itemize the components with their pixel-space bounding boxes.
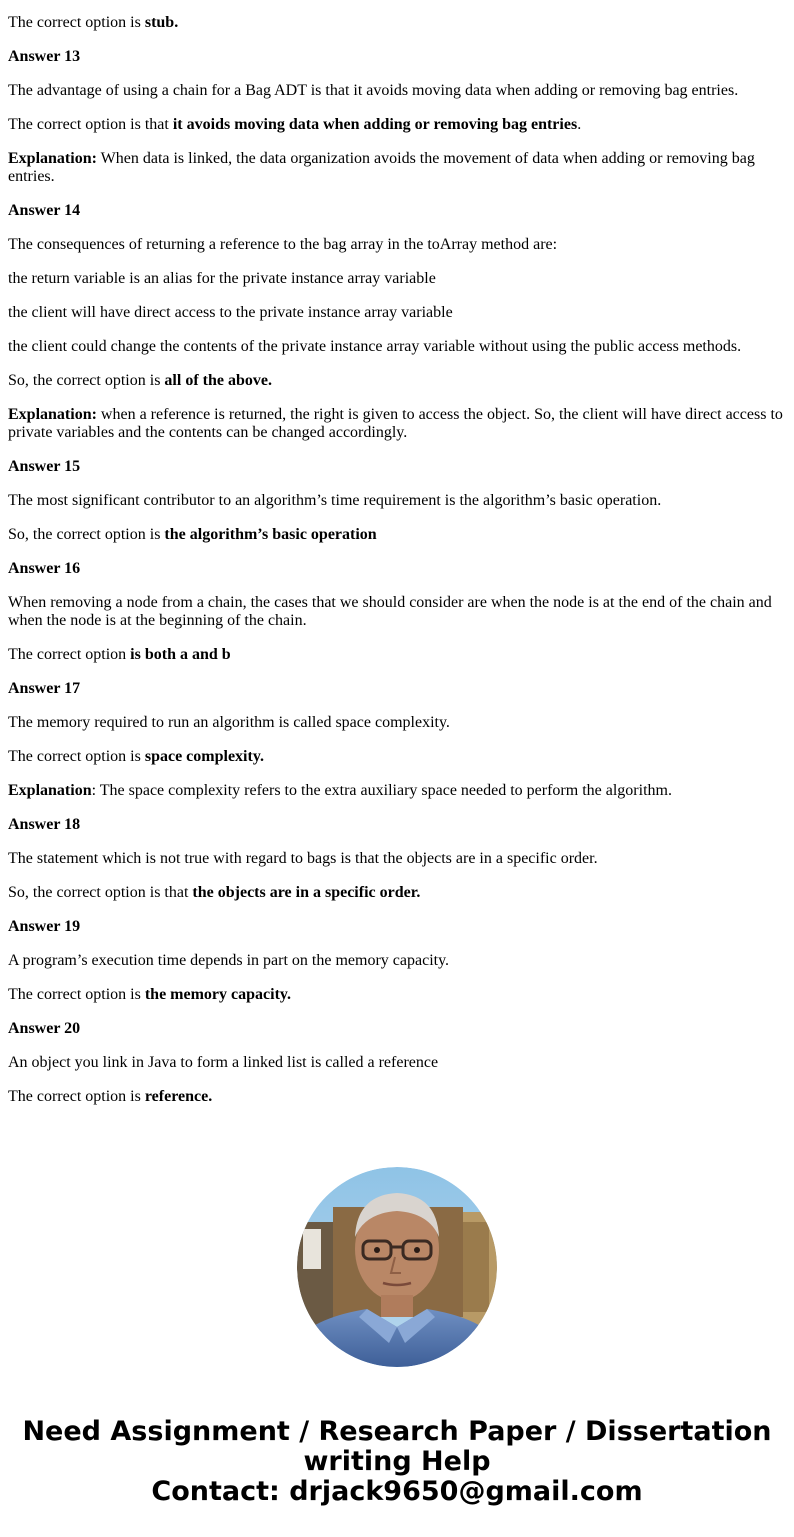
correct-option xyxy=(8,986,786,1004)
explanation-paragraph xyxy=(8,782,786,800)
correct-option xyxy=(8,526,786,544)
correct-option xyxy=(8,14,786,32)
option-prefix: The correct option is xyxy=(8,1088,145,1105)
option-prefix: So, the correct option is that xyxy=(8,884,193,901)
correct-option xyxy=(8,372,786,390)
answer-paragraph: the client will have direct access to the private instance array variable xyxy=(8,304,453,321)
answer-heading xyxy=(8,680,786,698)
document-body xyxy=(0,14,794,1106)
option-prefix: So, the correct option is xyxy=(8,526,165,543)
option-answer: the algorithm’s basic operation xyxy=(164,526,377,543)
option-answer: it avoids moving data when adding or removing bag entries xyxy=(172,116,578,133)
answer-heading-text: Answer 14 xyxy=(8,202,81,219)
author-avatar xyxy=(297,1167,497,1367)
answer-heading-text: Answer 19 xyxy=(8,918,81,935)
answer-heading xyxy=(8,458,786,476)
author-portrait-icon xyxy=(297,1167,497,1367)
answer-heading xyxy=(8,202,786,220)
option-answer: all of the above. xyxy=(164,372,272,389)
option-prefix: The correct option is xyxy=(8,14,145,31)
option-answer: is both a and b xyxy=(130,646,231,663)
explanation-text: : The space complexity refers to the extra auxiliary space needed to perform the algorithm. xyxy=(91,782,672,799)
option-suffix: . xyxy=(577,116,582,133)
option-answer: the memory capacity. xyxy=(144,986,292,1003)
explanation-label: Explanation: xyxy=(8,406,97,423)
cta-line-3: Contact: drjack9650@gmail.com xyxy=(151,1476,643,1507)
option-answer: space complexity. xyxy=(144,748,264,765)
answer-heading-text: Answer 20 xyxy=(8,1020,81,1037)
option-answer: reference. xyxy=(144,1088,213,1105)
answer-paragraph: An object you link in Java to form a linked list is called a reference xyxy=(8,1054,439,1071)
answer-heading-text: Answer 17 xyxy=(8,680,81,697)
answer-heading xyxy=(8,48,786,66)
answer-paragraph: When removing a node from a chain, the cases that we should consider are when the node is at the end of the chain and when the node is at the beginning of the chain. xyxy=(8,594,772,629)
answer-paragraph: the client could change the contents of the private instance array variable without using the public access methods. xyxy=(8,338,742,355)
answer-heading-text: Answer 15 xyxy=(8,458,81,475)
option-prefix: The correct option is xyxy=(8,986,145,1003)
option-prefix: The correct option is that xyxy=(8,116,173,133)
explanation-paragraph xyxy=(8,406,786,442)
answer-paragraph: The statement which is not true with regard to bags is that the objects are in a specific order. xyxy=(8,850,598,867)
cta-line-2: writing Help xyxy=(303,1446,491,1477)
correct-option xyxy=(8,1088,786,1106)
answer-heading-text: Answer 13 xyxy=(8,48,81,65)
answer-paragraph: The advantage of using a chain for a Bag ADT is that it avoids moving data when adding or removing bag entries. xyxy=(8,82,739,99)
correct-option xyxy=(8,646,786,664)
option-answer: the objects are in a specific order. xyxy=(192,884,421,901)
explanation-label: Explanation xyxy=(8,782,92,799)
answer-heading-text: Answer 16 xyxy=(8,560,81,577)
answer-paragraph: the return variable is an alias for the private instance array variable xyxy=(8,270,436,287)
contact-banner xyxy=(0,1417,794,1507)
explanation-text: When data is linked, the data organization avoids the movement of data when adding or removing bag entries. xyxy=(8,150,755,185)
explanation-paragraph xyxy=(8,150,786,186)
answer-heading xyxy=(8,816,786,834)
answer-heading xyxy=(8,560,786,578)
answer-heading-text: Answer 18 xyxy=(8,816,81,833)
option-prefix: The correct option is xyxy=(8,748,145,765)
answer-paragraph: The consequences of returning a reference to the bag array in the toArray method are: xyxy=(8,236,558,253)
option-prefix: The correct option xyxy=(8,646,131,663)
answer-heading xyxy=(8,918,786,936)
answer-paragraph: A program’s execution time depends in part on the memory capacity. xyxy=(8,952,450,969)
answer-paragraph: The most significant contributor to an algorithm’s time requirement is the algorithm’s basic operation. xyxy=(8,492,662,509)
answer-heading xyxy=(8,1020,786,1038)
explanation-text: when a reference is returned, the right is given to access the object. So, the client will have direct access to private variables and the contents can be changed accordingly. xyxy=(8,406,783,441)
option-answer: stub. xyxy=(144,14,179,31)
correct-option xyxy=(8,884,786,902)
cta-line-1: Need Assignment / Research Paper / Dissertation xyxy=(22,1416,772,1447)
explanation-label: Explanation: xyxy=(8,150,97,167)
correct-option xyxy=(8,116,786,134)
correct-option xyxy=(8,748,786,766)
answer-paragraph: The memory required to run an algorithm is called space complexity. xyxy=(8,714,450,731)
option-prefix: So, the correct option is xyxy=(8,372,165,389)
